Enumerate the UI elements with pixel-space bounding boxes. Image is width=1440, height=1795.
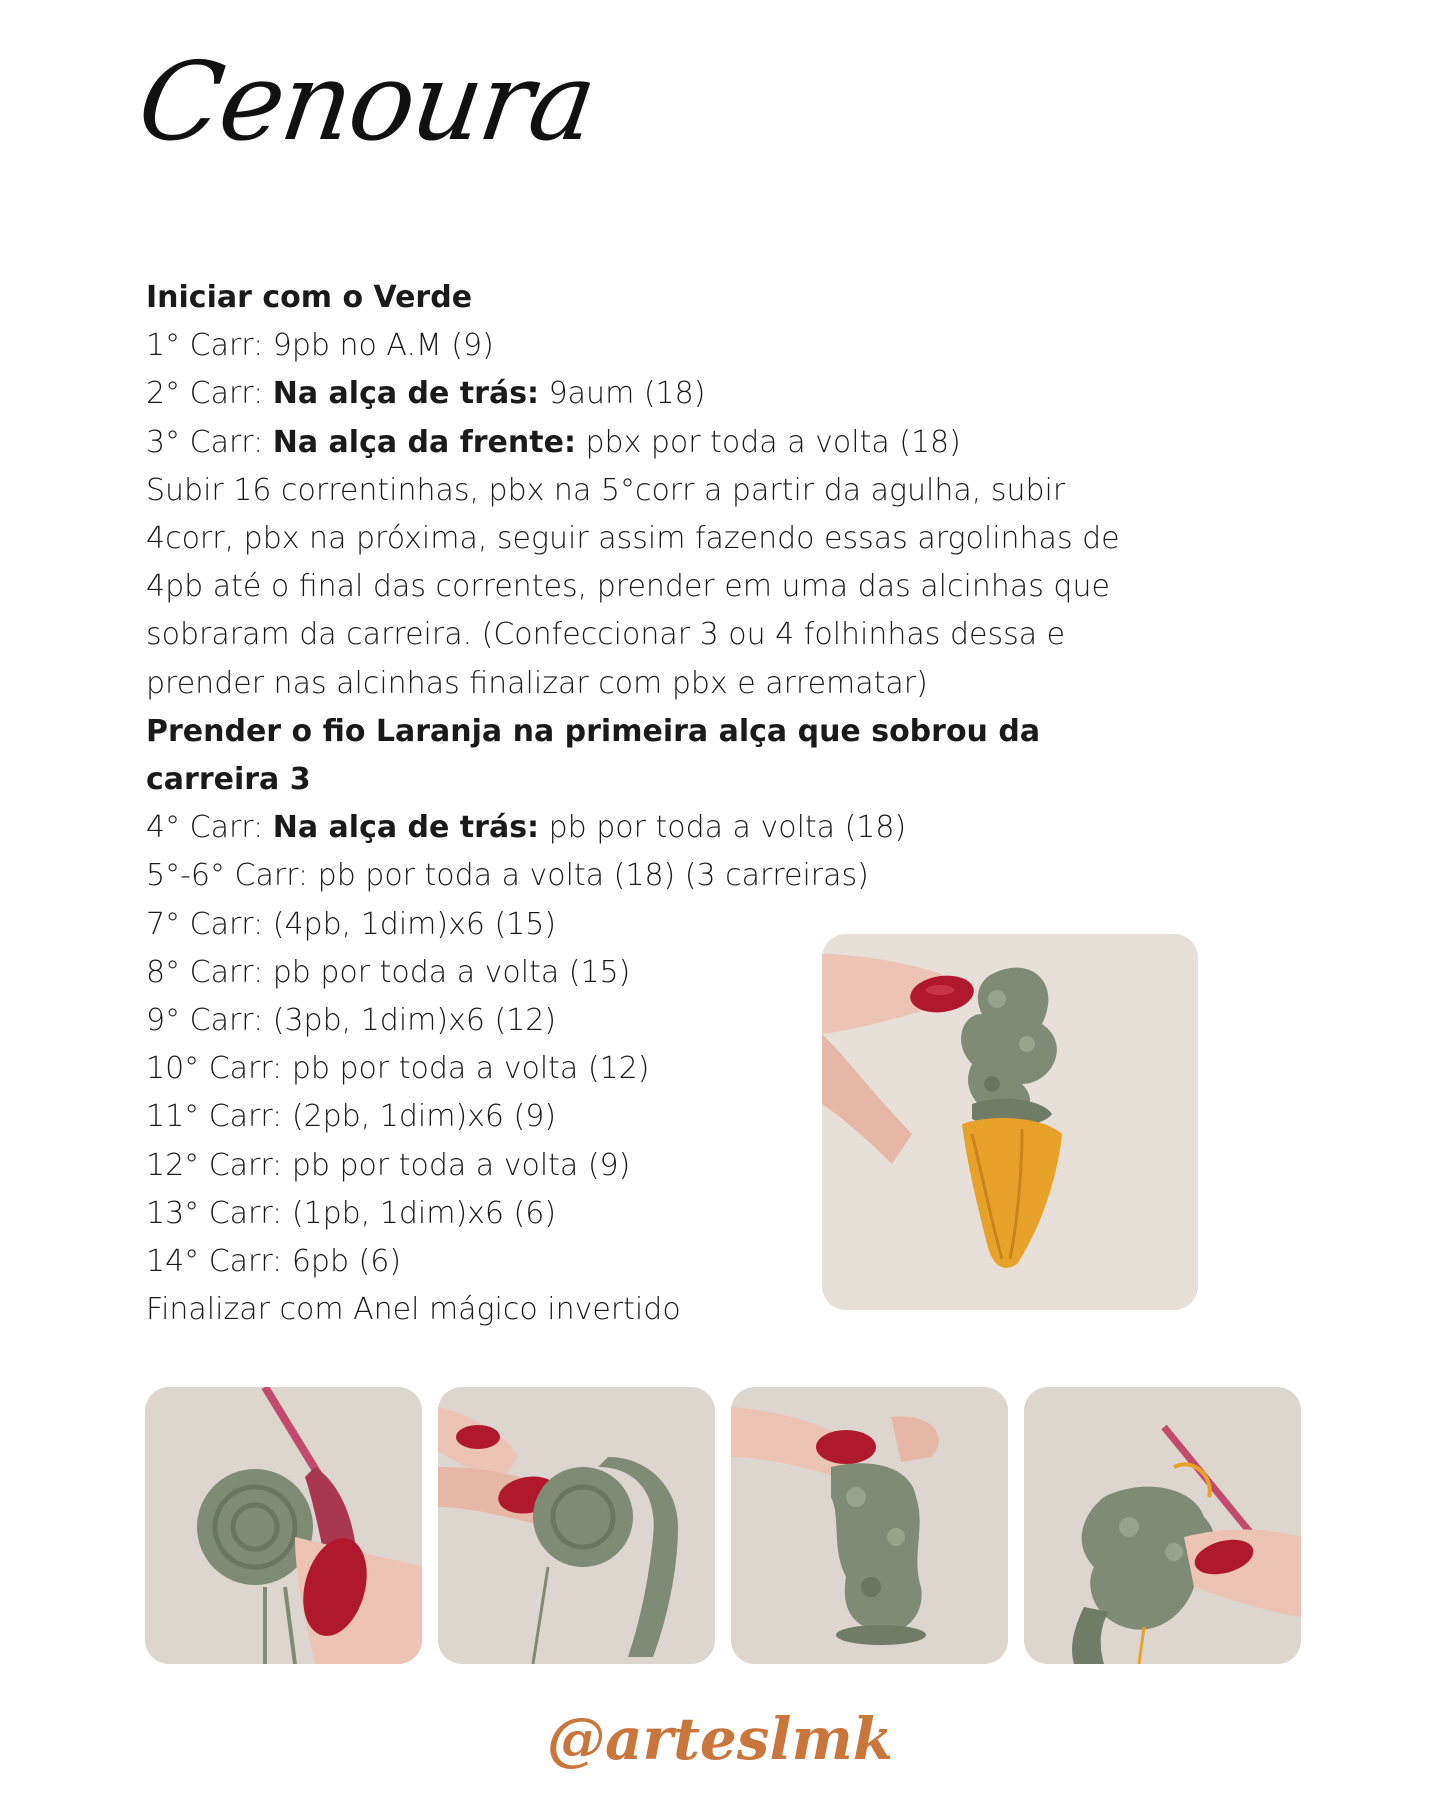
row-4-rest: pb por toda a volta (18)	[539, 810, 907, 846]
row-2-bold: Na alça de trás:	[272, 376, 540, 412]
row-3-bold: Na alça da frente:	[272, 424, 576, 460]
row-10: 10° Carr: pb por toda a volta (12)	[146, 1051, 650, 1087]
row-13: 13° Carr: (1pb, 1dim)x6 (6)	[146, 1195, 557, 1231]
step-photo-4	[1024, 1387, 1301, 1664]
row-4	[146, 804, 1156, 852]
row-7: 7° Carr: (4pb, 1dim)x6 (15)	[146, 906, 557, 942]
row-14: 14° Carr: 6pb (6)	[146, 1244, 402, 1280]
row-2	[146, 370, 1156, 418]
row-3-prefix: 3° Carr:	[146, 424, 273, 460]
row-4-prefix: 4° Carr:	[146, 810, 273, 846]
row-2-prefix: 2° Carr:	[146, 376, 273, 412]
row-12: 12° Carr: pb por toda a volta (9)	[146, 1147, 631, 1183]
step-photo-2	[438, 1387, 715, 1664]
row-1: 1° Carr: 9pb no A.M (9)	[146, 328, 494, 364]
orange-heading: Prender o fio Laranja na primeira alça que sobrou da carreira 3	[146, 713, 1041, 798]
row-4-bold: Na alça de trás:	[272, 810, 540, 846]
step-4-illustration	[1024, 1387, 1301, 1664]
row-11: 11° Carr: (2pb, 1dim)x6 (9)	[146, 1099, 557, 1135]
step-2-illustration	[438, 1387, 715, 1664]
row-2-rest: 9aum (18)	[539, 376, 706, 412]
step-3-illustration	[731, 1387, 1008, 1664]
instagram-handle: @arteslmk	[546, 1705, 894, 1773]
step-1-illustration	[145, 1387, 422, 1664]
row-3	[146, 419, 1156, 467]
finished-carrot-photo	[822, 934, 1198, 1310]
leaves-instructions: Subir 16 correntinhas, pbx na 5°corr a partir da agulha, subir 4corr, pbx na próxima, seguir assim fazendo essas argolinhas de 4pb até o final das correntes, prender em uma das alcinhas que sobraram da carreira. (Confeccionar 3 ou 4 folhinhas dessa e prender nas alcinhas finalizar com pbx e arrematar)	[146, 472, 1120, 701]
row-8: 8° Carr: pb por toda a volta (15)	[146, 954, 631, 990]
row-5-6: 5°-6° Carr: pb por toda a volta (18) (3 carreiras)	[146, 858, 869, 894]
start-heading: Iniciar com o Verde	[146, 280, 473, 315]
row-3-rest: pbx por toda a volta (18)	[575, 424, 961, 460]
step-photo-3	[731, 1387, 1008, 1664]
step-photo-1	[145, 1387, 422, 1664]
row-9: 9° Carr: (3pb, 1dim)x6 (12)	[146, 1003, 557, 1039]
page-title: Cenoura	[131, 40, 602, 165]
carrot-illustration	[822, 934, 1198, 1310]
finish-instruction: Finalizar com Anel mágico invertido	[146, 1292, 681, 1328]
